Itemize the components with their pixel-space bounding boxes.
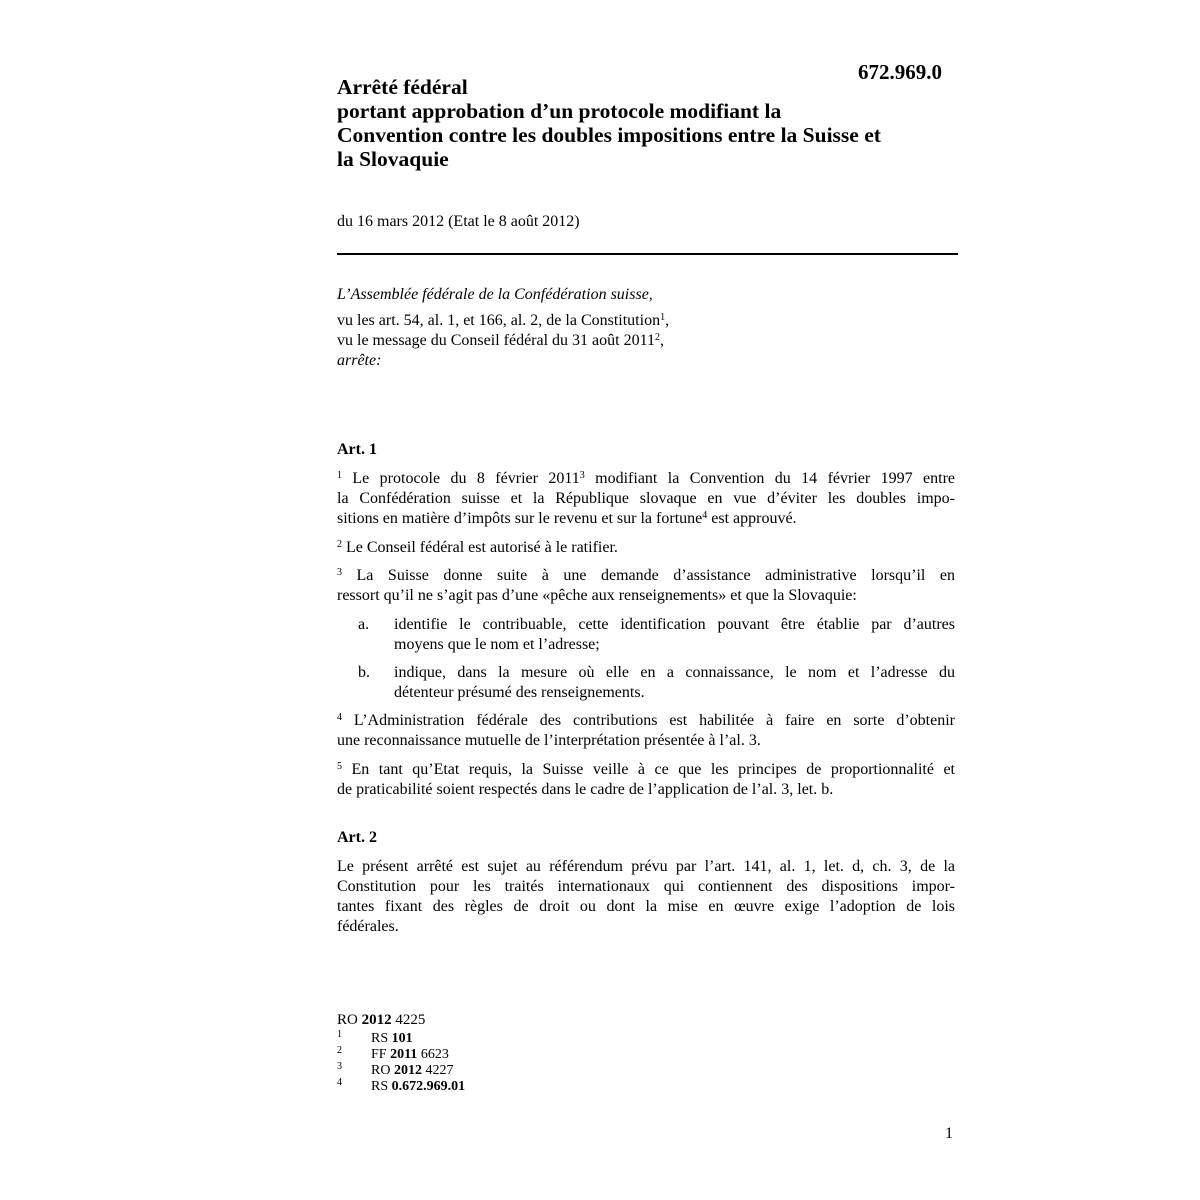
paragraph-text: La Suisse donne suite à une demande d’assistance administrative lorsqu’il en (342, 567, 955, 584)
ro-prefix: RO (337, 1012, 362, 1028)
article-1-paragraph-5 (337, 760, 955, 800)
footnote-text: RS (371, 1031, 392, 1046)
footnote-number: 3 (337, 1061, 342, 1072)
ro-reference (337, 1012, 425, 1028)
page-number: 1 (945, 1125, 953, 1142)
paragraph-text: la Confédération suisse et la République slovaque en vue d’éviter les doubles impo- (337, 490, 955, 507)
preamble-assembly: L’Assemblée fédérale de la Confédération suisse, (337, 286, 653, 303)
list-item (337, 615, 955, 655)
title-line: Arrêté fédéral (337, 75, 468, 99)
preamble (337, 285, 955, 305)
list-item-text: moyens que le nom et l’adresse; (394, 636, 600, 653)
preamble-vu-1 (337, 311, 955, 371)
footnote-ref: 4 (702, 510, 708, 521)
footnote-bold: 0.672.969.01 (391, 1079, 466, 1094)
footnote-text: 4227 (421, 1063, 454, 1078)
paragraph-text: Le Conseil fédéral est autorisé à le ratifier. (342, 539, 618, 556)
footnote-number: 2 (337, 1045, 342, 1056)
paragraph-number: 5 (337, 761, 342, 772)
footnote-bold: 2011 (390, 1047, 418, 1062)
footnote-number: 4 (337, 1077, 342, 1088)
list-item-text: détenteur présumé des renseignements. (394, 684, 645, 701)
vu-text: vu le message du Conseil fédéral du 31 août 2011 (337, 332, 655, 349)
title-line: portant approbation d’un protocole modifiant la (337, 99, 782, 123)
article-1-paragraph-4 (337, 711, 955, 751)
vu-text: vu les art. 54, al. 1, et 166, al. 2, de la Constitution (337, 312, 661, 329)
paragraph-text: En tant qu’Etat requis, la Suisse veille à ce que les principes de proportionnalité et (342, 761, 955, 778)
paragraph-number: 1 (337, 470, 342, 481)
footnote (337, 1031, 637, 1047)
list-item-text: indique, dans la mesure où elle en a connaissance, le nom et l’adresse du (394, 664, 955, 681)
list-item-label: b. (358, 664, 370, 681)
article-2-paragraph (337, 857, 955, 937)
paragraph-text: de praticabilité soient respectés dans le cadre de l’application de l’al. 3, let. b. (337, 781, 834, 798)
date-line: du 16 mars 2012 (Etat le 8 août 2012) (337, 213, 580, 230)
footnote-text: FF (371, 1047, 391, 1062)
paragraph-number: 2 (337, 539, 342, 550)
paragraph-text: fédérales. (337, 918, 399, 935)
footnote-text: RS (371, 1079, 392, 1094)
footnote (337, 1063, 637, 1079)
article-1-paragraph-1 (337, 469, 955, 529)
list-item (337, 663, 955, 703)
sr-number: 672.969.0 (858, 60, 942, 84)
title-line: Convention contre les doubles impositions entre la Suisse et (337, 123, 881, 147)
article-1-paragraph-3 (337, 566, 955, 606)
paragraph-text: L’Administration fédérale des contributions est habilitée à faire en sorte d’obtenir (342, 712, 955, 729)
footnote-ref: 2 (655, 332, 660, 343)
paragraph-text: est approuvé. (707, 510, 797, 527)
ro-page: 4225 (391, 1012, 426, 1028)
paragraph-text: Le présent arrêté est sujet au référendum prévu par l’art. 141, al. 1, let. d, ch. 3, de la (337, 858, 955, 875)
article-1-heading: Art. 1 (337, 441, 377, 458)
footnote-text: 6623 (417, 1047, 449, 1062)
punct: , (665, 312, 670, 329)
preamble-arrete: arrête: (337, 352, 382, 369)
footnote (337, 1047, 637, 1063)
paragraph-number: 3 (337, 567, 342, 578)
footnote-ref: 3 (579, 470, 585, 481)
paragraph-text: Le protocole du 8 février 2011 (342, 470, 580, 487)
footnote-ref: 1 (660, 312, 666, 323)
ro-year: 2012 (361, 1012, 392, 1028)
punct: , (660, 332, 664, 349)
footnote-bold: 101 (391, 1031, 413, 1046)
footnotes (337, 1031, 637, 1095)
paragraph-text: tantes fixant des règles de droit ou dont la mise en œuvre exige l’adoption de lois (337, 898, 955, 915)
footnote-bold: 2012 (393, 1063, 422, 1078)
paragraph-text: ressort qu’il ne s’agit pas d’une «pêche aux renseignements» et que la Slovaquie: (337, 587, 857, 604)
paragraph-number: 4 (337, 712, 342, 723)
document-title (337, 75, 967, 171)
footnote (337, 1079, 637, 1095)
article-2-heading: Art. 2 (337, 829, 377, 846)
paragraph-text: une reconnaissance mutuelle de l’interprétation présentée à l’al. 3. (337, 732, 761, 749)
article-1-paragraph-2 (337, 538, 955, 558)
paragraph-text: sitions en matière d’impôts sur le revenu et sur la fortune (337, 510, 703, 527)
paragraph-text: Constitution pour les traités internationaux qui contiennent des dispositions impor- (337, 878, 955, 895)
header-rule (337, 253, 958, 255)
list-item-label: a. (358, 616, 370, 633)
list-item-text: identifie le contribuable, cette identification pouvant être établie par d’autres (394, 616, 955, 633)
title-line: la Slovaquie (337, 147, 449, 171)
footnote-number: 1 (337, 1029, 342, 1040)
footnote-text: RO (371, 1063, 394, 1078)
paragraph-text: modifiant la Convention du 14 février 1997 entre (584, 470, 955, 487)
